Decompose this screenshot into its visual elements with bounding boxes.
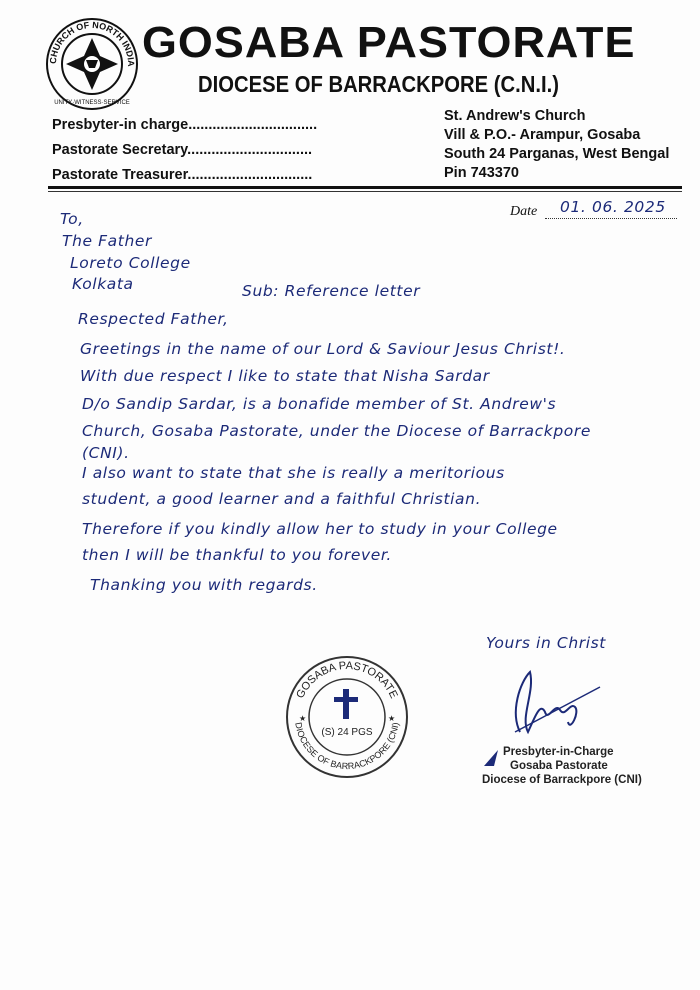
header-divider: [48, 191, 682, 192]
body-line: With due respect I like to state that Nisha Sardar: [80, 367, 490, 385]
svg-text:CHURCH OF NORTH INDIA: CHURCH OF NORTH INDIA: [47, 19, 137, 67]
svg-text:(S) 24 PGS: (S) 24 PGS: [321, 727, 373, 738]
header-divider: [48, 186, 682, 189]
svg-text:UNITY·WITNESS·SERVICE: UNITY·WITNESS·SERVICE: [54, 100, 130, 106]
recipient-line: The Father: [62, 232, 152, 250]
signatory-diocese: Diocese of Barrackpore (CNI): [482, 774, 642, 786]
date-value: 01. 06. 2025: [560, 198, 666, 216]
secretary-field: Pastorate Secretary...............................: [52, 142, 313, 158]
closing: Yours in Christ: [486, 634, 606, 652]
body-line: Therefore if you kindly allow her to study in your College: [82, 520, 558, 538]
address-line: St. Andrew's Church: [444, 108, 586, 124]
signatory-pastorate: Gosaba Pastorate: [510, 760, 608, 772]
date-label: Date: [510, 204, 538, 219]
treasurer-field: Pastorate Treasurer...............................: [52, 167, 313, 183]
recipient-line: To,: [60, 210, 84, 228]
body-line: Thanking you with regards.: [90, 576, 318, 594]
letterhead-title: GOSABA PASTORATE: [142, 18, 636, 67]
subject-line: Sub: Reference letter: [242, 282, 421, 300]
pen-mark-icon: [482, 746, 500, 768]
handwritten-signature: [500, 662, 610, 742]
svg-text:GOSABA PASTORATE: GOSABA PASTORATE: [294, 659, 400, 701]
salutation: Respected Father,: [78, 310, 229, 328]
recipient-line: Loreto College: [70, 254, 191, 272]
body-line: Church, Gosaba Pastorate, under the Diocese of Barrackpore: [82, 422, 591, 440]
address-line: Vill & P.O.- Arampur, Gosaba: [444, 127, 641, 143]
pastorate-seal-stamp: [285, 655, 409, 779]
signatory-title: Presbyter-in-Charge: [503, 746, 614, 758]
presbyter-field: Presbyter-in charge................................: [52, 117, 318, 133]
recipient-line: Kolkata: [72, 275, 134, 293]
date-line: [545, 218, 677, 219]
address-line: Pin 743370: [444, 165, 519, 181]
svg-text:★: ★: [388, 714, 396, 723]
svg-text:DIOCESE OF BARRACKPORE (CNI): DIOCESE OF BARRACKPORE (CNI): [293, 721, 401, 772]
body-line: (CNI).: [82, 444, 130, 462]
svg-text:★: ★: [299, 714, 307, 723]
body-line: Greetings in the name of our Lord & Saviour Jesus Christ!.: [80, 340, 566, 358]
letterhead-subtitle: DIOCESE OF BARRACKPORE (C.N.I.): [198, 71, 559, 97]
address-line: South 24 Parganas, West Bengal: [444, 146, 670, 162]
church-of-north-india-logo: [44, 16, 140, 112]
body-line: D/o Sandip Sardar, is a bonafide member of St. Andrew's: [82, 395, 557, 413]
body-line: I also want to state that she is really a meritorious: [82, 464, 505, 482]
body-line: student, a good learner and a faithful Christian.: [82, 490, 482, 508]
body-line: then I will be thankful to you forever.: [82, 546, 392, 564]
